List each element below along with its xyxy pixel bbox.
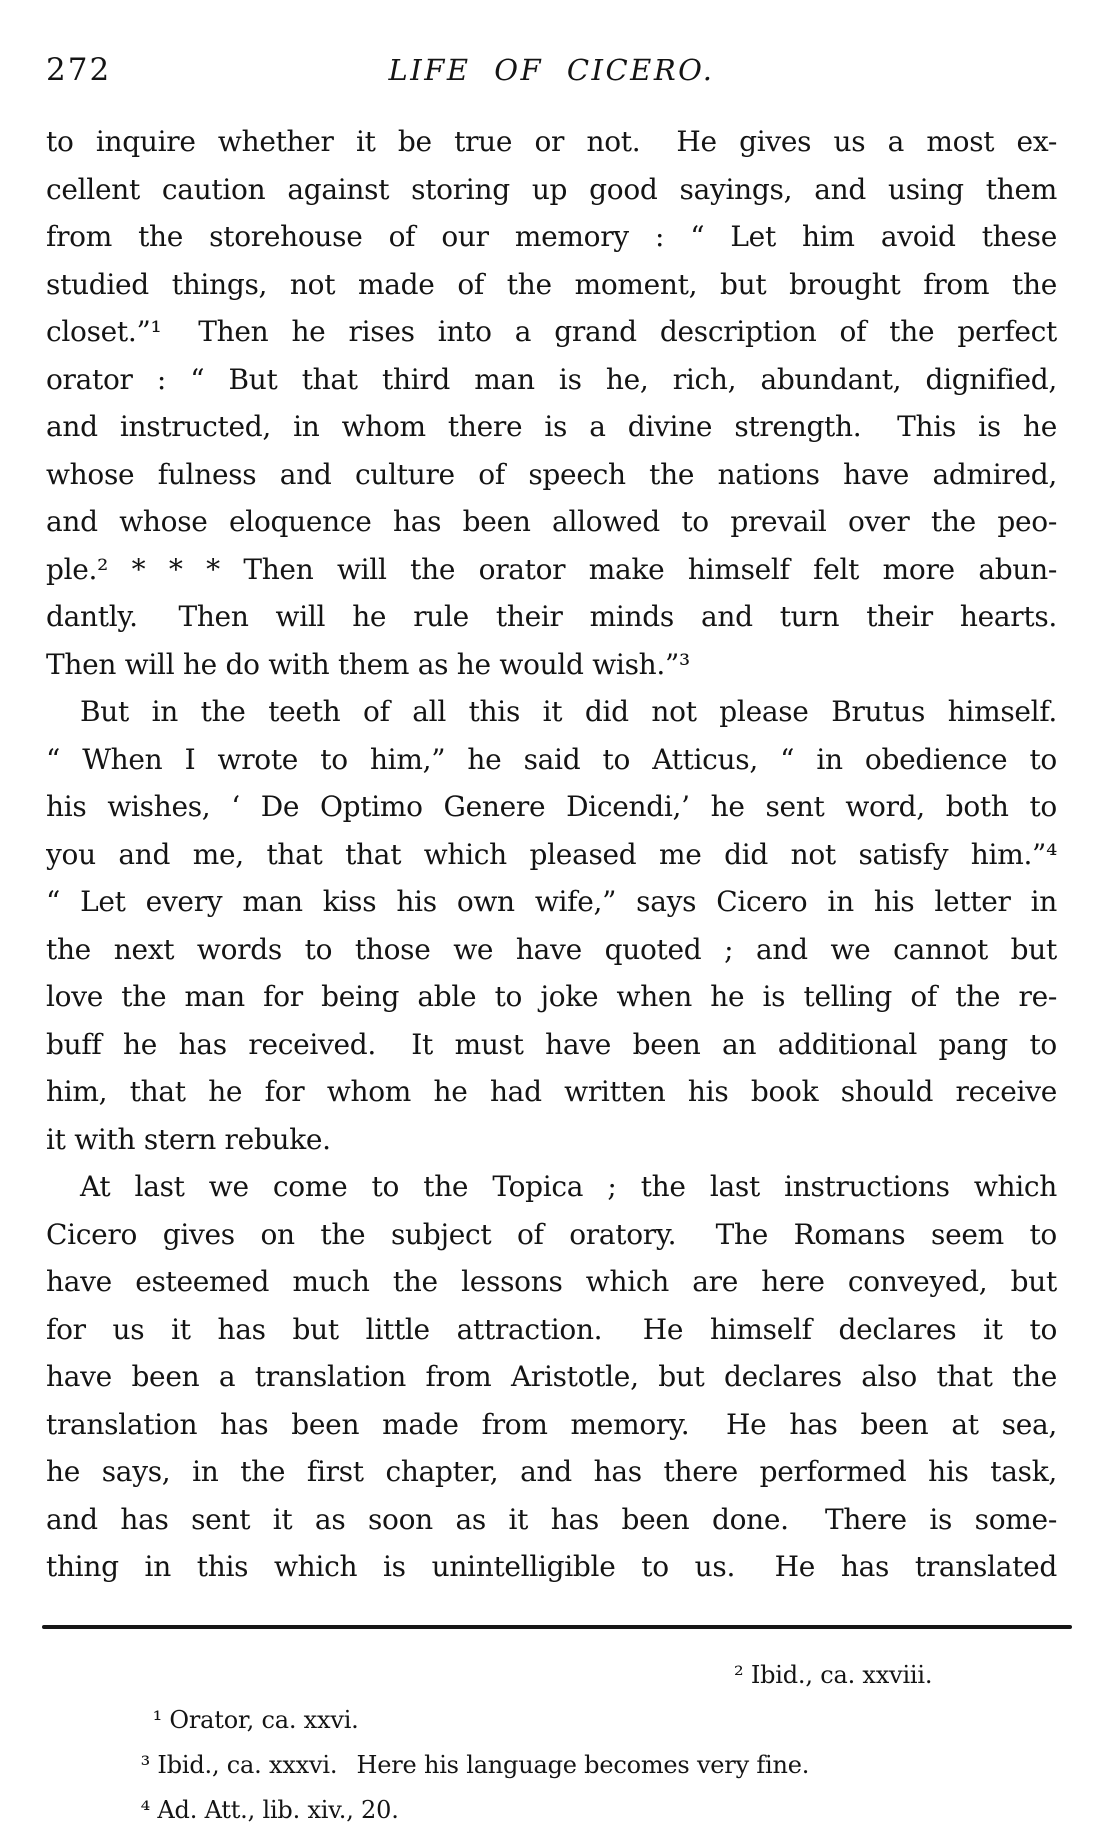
text-line: him, that he for whom he had written his book should receive: [46, 1075, 1057, 1108]
text-line: translation has been made from memory. He has been at sea,: [46, 1407, 1057, 1441]
footnote-row-1: [46, 1653, 1057, 1734]
footnote-row-3: [46, 1743, 1057, 1824]
text-line: studied things, not made of the moment, but brought from the: [46, 267, 1057, 301]
text-line: the next words to those we have quoted ; and we cannot but: [46, 932, 1057, 966]
text-line: from the storehouse of our memory : “ Let him avoid these: [46, 220, 1057, 253]
text-line: thing in this which is unintelligible to us. He has translated: [46, 1550, 1057, 1583]
footnote-1: ¹ Orator, ca. xxvi.: [152, 1705, 359, 1734]
text-line: But in the teeth of all this it did not please Brutus himself.: [80, 695, 1057, 728]
text-line: cellent caution against storing up good sayings, and using them: [46, 172, 1057, 206]
page-number: 272: [46, 52, 112, 88]
footnote-rule: [42, 1625, 1072, 1629]
text-line: have been a translation from Aristotle, but declares also that the: [46, 1360, 1057, 1393]
text-line: Then will he do with them as he would wish.”³: [46, 647, 690, 681]
text-line: dantly. Then will he rule their minds and turn their hearts.: [46, 600, 1057, 633]
text-line: whose fulness and culture of speech the nations have admired,: [46, 457, 1057, 491]
text-line: buff he has received. It must have been an additional pang to: [46, 1027, 1057, 1061]
text-line: At last we come to the Topica ; the last instructions which: [80, 1170, 1057, 1203]
text-line: and instructed, in whom there is a divine strength. This is he: [46, 410, 1057, 443]
page-header: [46, 52, 1057, 92]
text-line: closet.”¹ Then he rises into a grand description of the perfect: [46, 315, 1057, 348]
text-line: “ Let every man kiss his own wife,” says Cicero in his letter in: [46, 885, 1057, 918]
text-line: orator : “ But that third man is he, rich, abundant, dignified,: [46, 362, 1057, 396]
footnotes: [46, 1653, 1057, 1824]
text-line: he says, in the first chapter, and has there performed his task,: [46, 1455, 1057, 1488]
text-line: love the man for being able to joke when he is telling of the re-: [46, 980, 1057, 1013]
footnote-3: ³ Ibid., ca. xxxvi. Here his language becomes very fine.: [140, 1750, 810, 1779]
text-line: ple.² * * * Then will the orator make himself felt more abun-: [46, 552, 1057, 586]
footnote-2: ² Ibid., ca. xxviii.: [734, 1660, 933, 1689]
footnote-row-2: [46, 1698, 1057, 1779]
running-title: LIFE OF CICERO.: [388, 53, 715, 87]
text-line: have esteemed much the lessons which are here conveyed, but: [46, 1265, 1057, 1298]
text-line: for us it has but little attraction. He himself declares it to: [46, 1312, 1057, 1346]
text-line: “ When I wrote to him,” he said to Atticus, “ in obedience to: [46, 742, 1057, 776]
text-line: and has sent it as soon as it has been done. There is some-: [46, 1502, 1057, 1536]
text-line: Cicero gives on the subject of oratory. The Romans seem to: [46, 1217, 1057, 1251]
text-line: to inquire whether it be true or not. He gives us a most ex-: [46, 125, 1057, 158]
text-line: you and me, that that which pleased me did not satisfy him.”⁴: [46, 837, 1057, 871]
footnote-4: ⁴ Ad. Att., lib. xiv., 20.: [140, 1795, 399, 1824]
text-line: and whose eloquence has been allowed to prevail over the peo-: [46, 505, 1057, 538]
text-line: his wishes, ‘ De Optimo Genere Dicendi,’ he sent word, both to: [46, 790, 1057, 823]
text-line: it with stern rebuke.: [46, 1122, 331, 1156]
body-text: [46, 118, 1057, 1591]
